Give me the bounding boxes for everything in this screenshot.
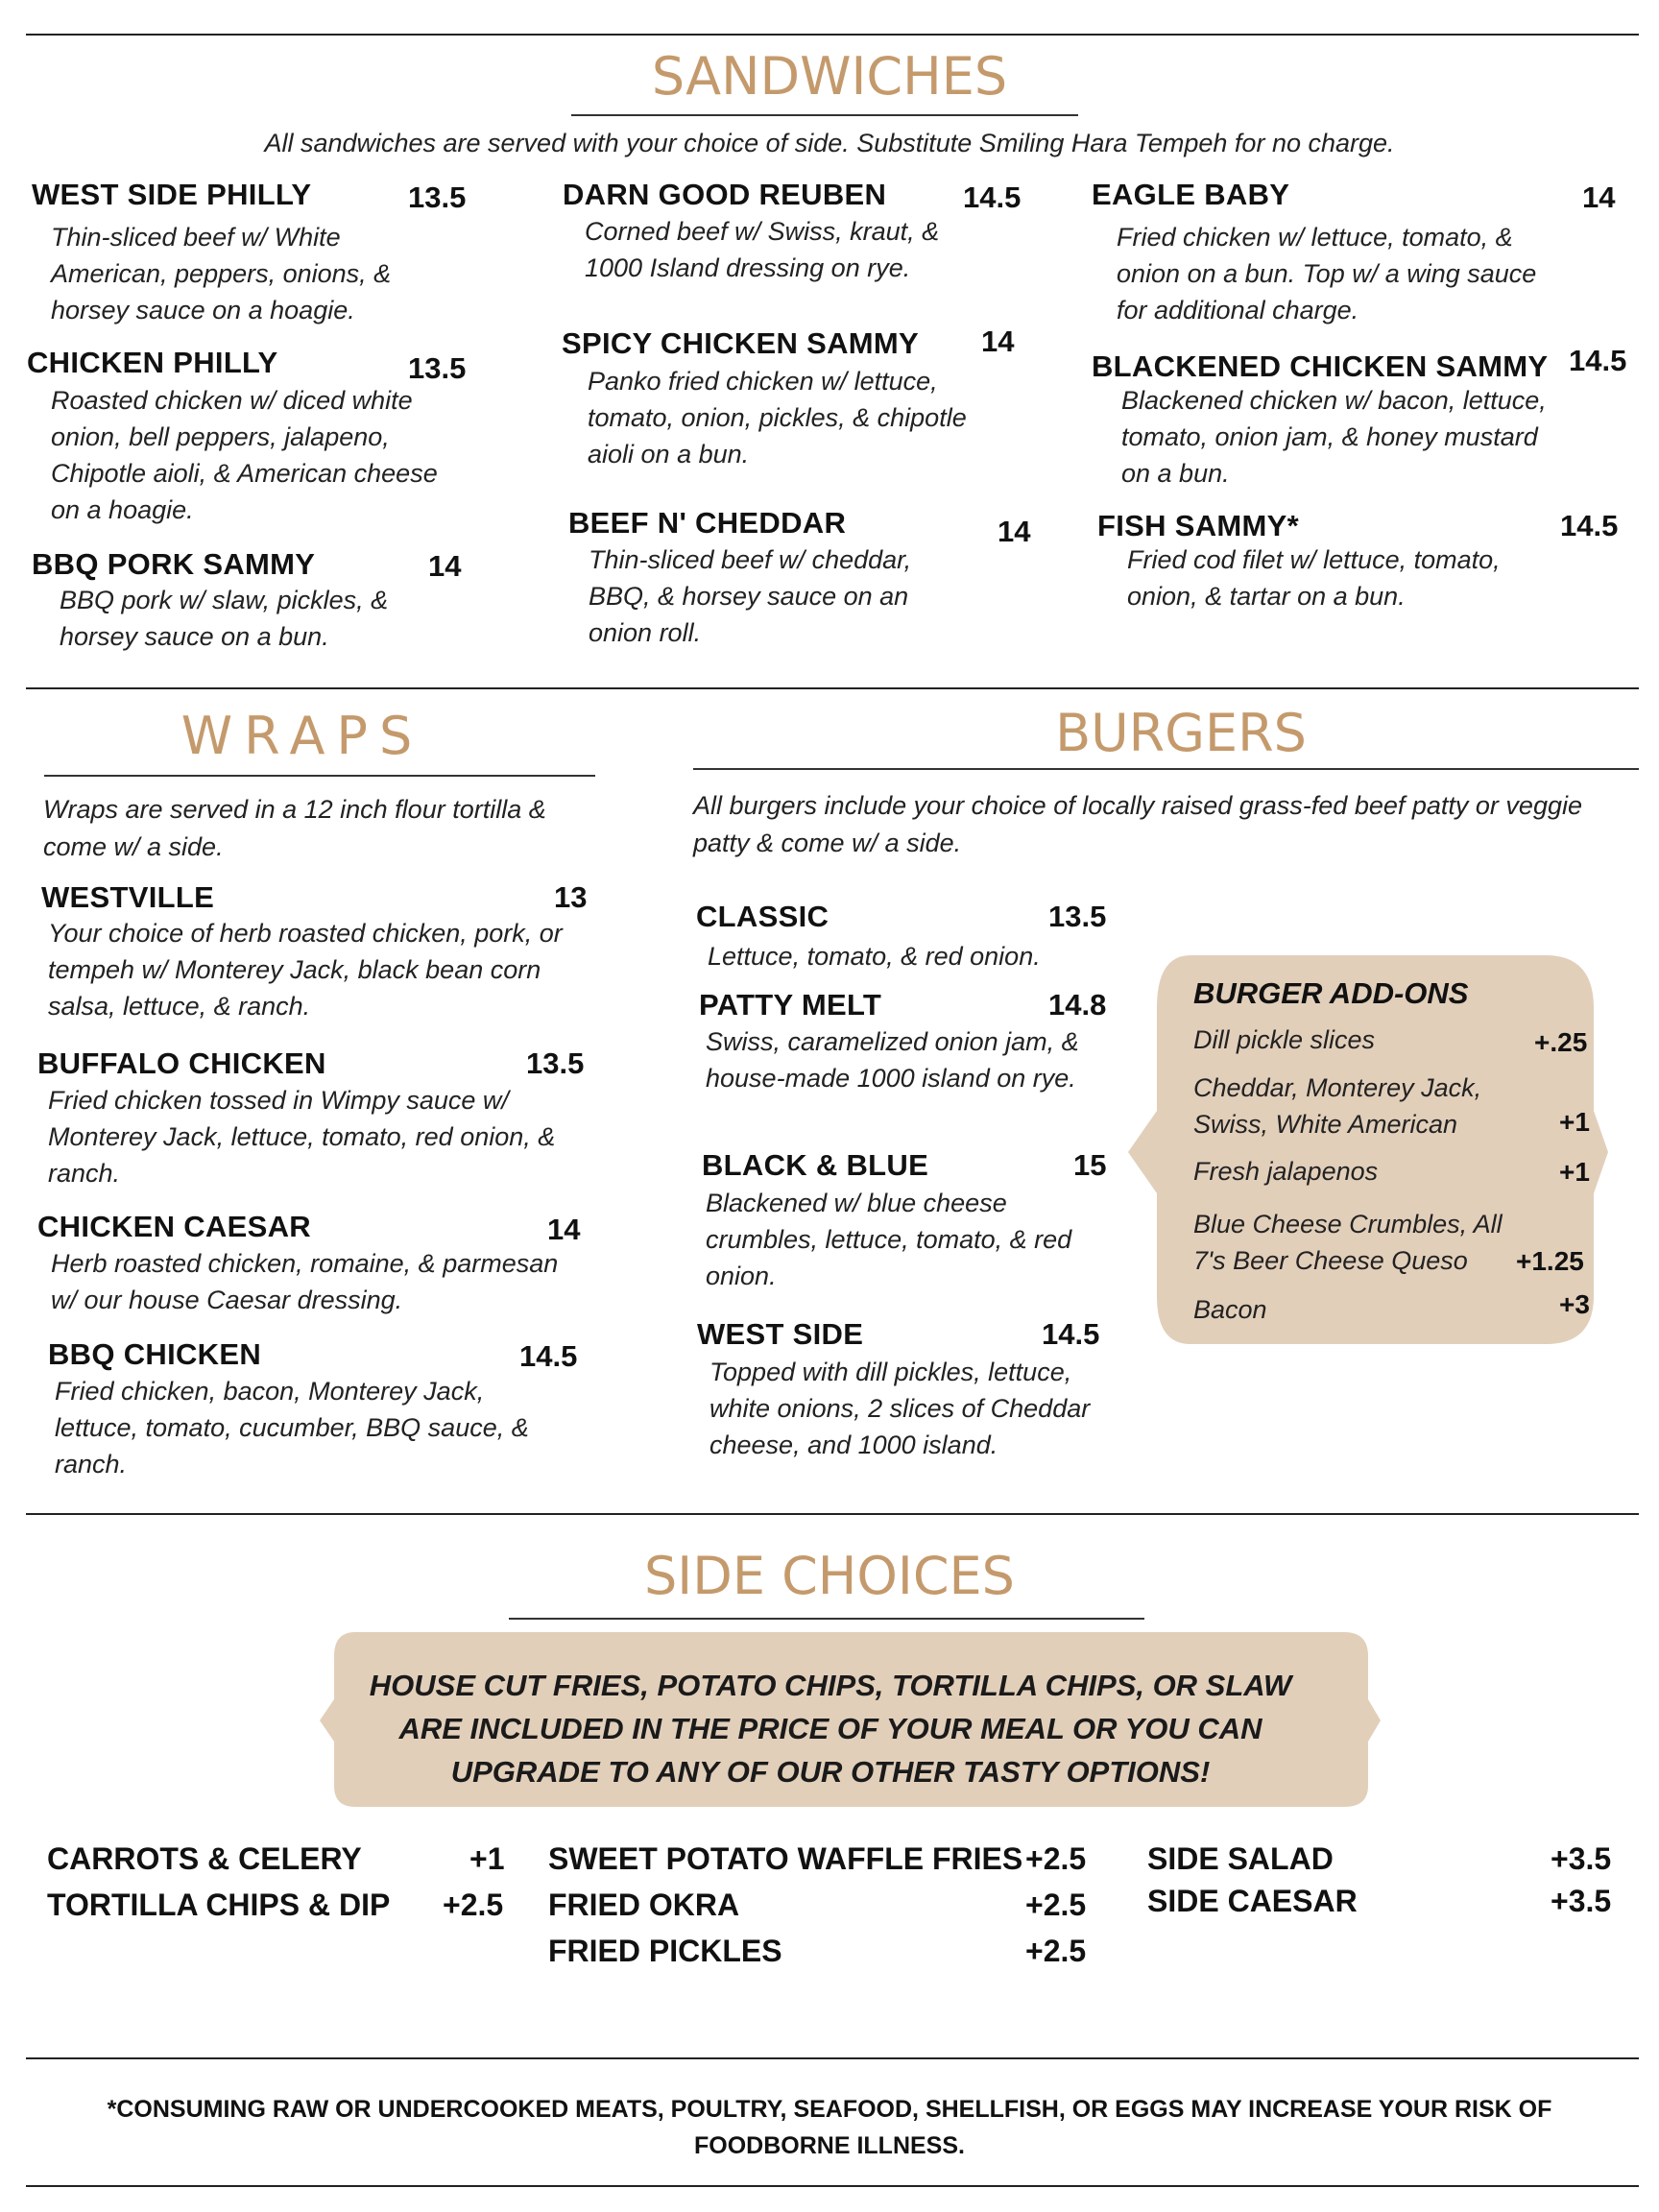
menu-item-desc: Panko fried chicken w/ lettuce, tomato, onion, pickles, & chipotle aioli on a bun.: [588, 367, 967, 469]
menu-item-name: PATTY MELT: [699, 988, 882, 1022]
menu-item-price: 15: [1073, 1148, 1107, 1182]
addon-price: +.25: [1534, 1027, 1588, 1057]
menu-item-desc: Topped with dill pickles, lettuce, white onions, 2 slices of Cheddar cheese, and 1000 island.: [709, 1358, 1091, 1459]
menu-item-name: BBQ PORK SAMMY: [32, 547, 316, 581]
section-divider: [26, 687, 1639, 689]
wraps-title: WRAPS: [180, 706, 424, 766]
menu-item-name: BUFFALO CHICKEN: [37, 1046, 326, 1080]
menu-item-price: 14.5: [963, 180, 1022, 214]
menu-item-desc: Herb roasted chicken, romaine, & parmesan w/ our house Caesar dressing.: [51, 1249, 559, 1314]
footer-top-divider: [26, 2057, 1639, 2059]
side-item-name: FRIED PICKLES: [548, 1934, 782, 1968]
sides-title-underline: [509, 1618, 1144, 1620]
section-divider: [26, 1513, 1639, 1515]
side-item-price: +2.5: [1025, 1887, 1087, 1922]
top-divider: [26, 34, 1639, 36]
side-item-name: FRIED OKRA: [548, 1887, 740, 1922]
side-item-price: +2.5: [443, 1887, 504, 1922]
addon-price: +1.25: [1516, 1246, 1584, 1276]
burgers-intro: All burgers include your choice of locally raised grass-fed beef patty or veggie patty & come w/ a side.: [693, 791, 1582, 857]
addon-name: Cheddar, Monterey Jack, Swiss, White American: [1193, 1073, 1482, 1139]
menu-item-price: 14: [547, 1213, 581, 1246]
sides-banner-text: HOUSE CUT FRIES, POTATO CHIPS, TORTILLA CHIPS, OR SLAW ARE INCLUDED IN THE PRICE OF YOUR MEAL OR YOU CAN UPGRADE TO ANY OF OUR OTHER TASTY OPTIONS!: [369, 1669, 1292, 1789]
menu-item-price: 13.5: [526, 1046, 585, 1080]
menu-item-desc: Roasted chicken w/ diced white onion, bell peppers, jalapeno, Chipotle aioli, & American cheese on a hoagie.: [51, 386, 438, 524]
burgers-title-underline: [693, 768, 1639, 770]
menu-item-price: 13.5: [408, 180, 467, 214]
side-item-name: CARROTS & CELERY: [47, 1841, 362, 1876]
menu-item-desc: Fried chicken, bacon, Monterey Jack, lettuce, tomato, cucumber, BBQ sauce, & ranch.: [55, 1377, 529, 1479]
menu-item-price: 13: [554, 880, 588, 914]
menu-item-price: 14: [428, 549, 462, 583]
menu-item-price: 14: [1582, 180, 1616, 214]
burgers-title: BURGERS: [1055, 703, 1307, 763]
addon-name: Dill pickle slices: [1193, 1025, 1376, 1054]
menu-item-desc: Fried chicken tossed in Wimpy sauce w/ Monterey Jack, lettuce, tomato, red onion, & ranch.: [48, 1086, 556, 1188]
addon-price: +3: [1559, 1289, 1590, 1319]
menu-item-desc: Corned beef w/ Swiss, kraut, & 1000 Island dressing on rye.: [585, 217, 940, 282]
side-item-price: +3.5: [1551, 1841, 1612, 1876]
menu-item-name: WEST SIDE PHILLY: [32, 178, 312, 211]
menu-item-name: CLASSIC: [696, 900, 830, 933]
addons-title: BURGER ADD-ONS: [1193, 976, 1469, 1010]
menu-item-name: CHICKEN CAESAR: [37, 1210, 311, 1243]
menu-item-price: 13.5: [408, 351, 467, 385]
sandwiches-title-underline: [571, 114, 1078, 116]
addon-name: Blue Cheese Crumbles, All 7's Beer Cheese Queso: [1193, 1210, 1503, 1275]
menu-item-desc: Swiss, caramelized onion jam, & house-made 1000 island on rye.: [706, 1027, 1079, 1093]
menu-item-price: 14.5: [1560, 509, 1619, 542]
menu-item-desc: Fried chicken w/ lettuce, tomato, & onion on a bun. Top w/ a wing sauce for additional charge.: [1117, 223, 1537, 325]
addon-price: +1: [1559, 1107, 1590, 1137]
menu-item-desc: BBQ pork w/ slaw, pickles, & horsey sauce on a bun.: [60, 586, 389, 651]
menu-item-desc: Blackened w/ blue cheese crumbles, lettuce, tomato, & red onion.: [706, 1189, 1072, 1290]
side-item-price: +1: [469, 1841, 505, 1876]
menu-item-desc: Blackened chicken w/ bacon, lettuce, tomato, onion jam, & honey mustard on a bun.: [1121, 386, 1547, 488]
menu-item-name: FISH SAMMY*: [1097, 509, 1299, 542]
wraps-title-underline: [44, 775, 595, 777]
addon-name: Bacon: [1193, 1295, 1267, 1324]
menu-item-name: EAGLE BABY: [1092, 178, 1290, 211]
menu-item-price: 14: [998, 515, 1031, 548]
side-item-price: +2.5: [1025, 1934, 1087, 1968]
side-item-name: SIDE SALAD: [1147, 1841, 1334, 1876]
menu-item-price: 14.8: [1048, 988, 1107, 1022]
footer-bottom-divider: [26, 2185, 1639, 2187]
menu-item-name: CHICKEN PHILLY: [27, 346, 278, 379]
wraps-intro: Wraps are served in a 12 inch flour tortilla & come w/ a side.: [43, 795, 546, 861]
side-item-name: SIDE CAESAR: [1147, 1884, 1358, 1918]
menu-item-name: DARN GOOD REUBEN: [563, 178, 887, 211]
menu-item-name: BLACKENED CHICKEN SAMMY: [1092, 349, 1549, 383]
menu-item-name: SPICY CHICKEN SAMMY: [562, 326, 920, 360]
food-safety-disclaimer: *CONSUMING RAW OR UNDERCOOKED MEATS, POULTRY, SEAFOOD, SHELLFISH, OR EGGS MAY INCREASE YOUR RISK OF FOODBORNE ILLNESS.: [107, 2096, 1552, 2159]
side-item-price: +3.5: [1551, 1884, 1612, 1918]
menu-item-price: 14: [981, 325, 1015, 358]
sides-title: SIDE CHOICES: [644, 1546, 1015, 1606]
sandwiches-intro: All sandwiches are served with your choice of side. Substitute Smiling Hara Tempeh for no charge.: [264, 129, 1395, 157]
menu-item-desc: Fried cod filet w/ lettuce, tomato, onion, & tartar on a bun.: [1127, 545, 1501, 611]
addon-name: Fresh jalapenos: [1193, 1157, 1379, 1186]
menu-item-name: BLACK & BLUE: [702, 1148, 929, 1182]
menu-item-desc: Your choice of herb roasted chicken, pork, or tempeh w/ Monterey Jack, black bean corn salsa, lettuce, & ranch.: [48, 919, 563, 1021]
side-item-name: TORTILLA CHIPS & DIP: [47, 1887, 391, 1922]
menu-item-price: 14.5: [1042, 1317, 1100, 1351]
menu-item-price: 14.5: [519, 1339, 578, 1373]
side-item-name: SWEET POTATO WAFFLE FRIES: [548, 1841, 1023, 1876]
menu-item-desc: Thin-sliced beef w/ cheddar, BBQ, & horsey sauce on an onion roll.: [589, 545, 912, 647]
sandwiches-title: SANDWICHES: [651, 46, 1008, 107]
menu-item-name: BEEF N' CHEDDAR: [568, 506, 847, 540]
menu-item-name: BBQ CHICKEN: [48, 1337, 262, 1371]
menu-item-price: 13.5: [1048, 900, 1107, 933]
menu-item-desc: Thin-sliced beef w/ White American, peppers, onions, & horsey sauce on a hoagie.: [51, 223, 392, 325]
side-item-price: +2.5: [1025, 1841, 1087, 1876]
menu-item-desc: Lettuce, tomato, & red onion.: [708, 942, 1041, 971]
menu-item-name: WESTVILLE: [41, 880, 215, 914]
addons-box: [1123, 955, 1613, 1349]
menu-item-name: WEST SIDE: [697, 1317, 864, 1351]
addon-price: +1: [1559, 1157, 1590, 1187]
menu-item-price: 14.5: [1569, 344, 1627, 377]
